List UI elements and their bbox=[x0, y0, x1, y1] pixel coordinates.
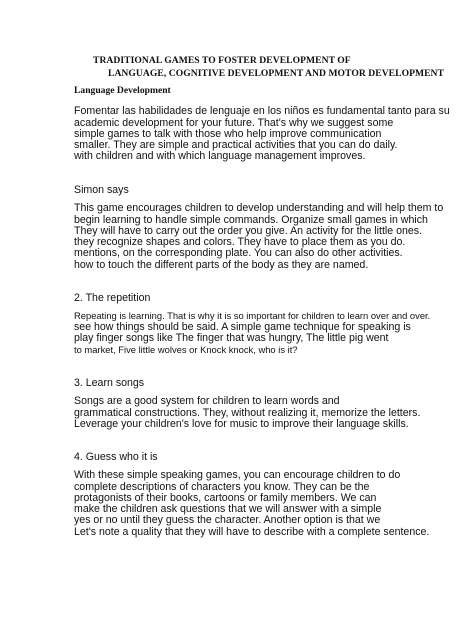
paragraph-line: mentions, on the corresponding plate. You can also do other activities. bbox=[74, 247, 403, 259]
paragraph-line: They will have to carry out the order you give. An activity for the little ones. bbox=[74, 225, 422, 237]
paragraph-line: begin learning to handle simple commands. Organize small games in which bbox=[74, 214, 428, 226]
section-heading-learn-songs: 3. Learn songs bbox=[74, 377, 145, 389]
intro-line: Fomentar las habilidades de lenguaje en los niños es fundamental tanto para su bbox=[74, 105, 450, 117]
paragraph-line: complete descriptions of characters you know. They can be the bbox=[74, 481, 370, 493]
paragraph-line: yes or no until they guess the character. Another option is that we bbox=[74, 514, 381, 526]
intro-line: academic development for your future. That's why we suggest some bbox=[74, 117, 394, 129]
paragraph-line: how to touch the different parts of the body as they are named. bbox=[74, 259, 369, 271]
paragraph-line: This game encourages children to develop understanding and will help them to bbox=[74, 202, 444, 214]
section-heading-language-development: Language Development bbox=[74, 85, 171, 96]
intro-line: with children and with which language management improves. bbox=[74, 150, 366, 162]
paragraph-line: Songs are a good system for children to learn words and bbox=[74, 395, 340, 407]
paragraph-line: grammatical constructions. They, without realizing it, memorize the letters. bbox=[74, 407, 421, 419]
paragraph-line: With these simple speaking games, you can encourage children to do bbox=[74, 469, 401, 481]
section-heading-guess-who: 4. Guess who it is bbox=[74, 451, 158, 463]
title-line-1: TRADITIONAL GAMES TO FOSTER DEVELOPMENT OF bbox=[93, 55, 351, 66]
paragraph-line: protagonists of their books, cartoons or family members. We can bbox=[74, 492, 377, 504]
section-heading-simon-says: Simon says bbox=[74, 184, 129, 196]
paragraph-line: see how things should be said. A simple game technique for speaking is bbox=[74, 321, 411, 333]
intro-line: simple games to talk with those who help improve communication bbox=[74, 128, 382, 140]
intro-line: smaller. They are simple and practical activities that you can do daily. bbox=[74, 139, 398, 151]
paragraph-line: Let's note a quality that they will have to describe with a complete sentence. bbox=[74, 526, 430, 538]
paragraph-line: Leverage your children's love for music to improve their language skills. bbox=[74, 418, 409, 430]
paragraph-line: make the children ask questions that we will answer with a simple bbox=[74, 503, 382, 515]
paragraph-line: Repeating is learning. That is why it is so important for children to learn over and over. bbox=[74, 310, 431, 321]
paragraph-line: play finger songs like The finger that was hungry, The little pig went bbox=[74, 332, 389, 344]
paragraph-line: they recognize shapes and colors. They have to place them as you do. bbox=[74, 236, 406, 248]
section-heading-repetition: 2. The repetition bbox=[74, 292, 151, 304]
paragraph-line: to market, Five little wolves or Knock knock, who is it? bbox=[74, 344, 298, 355]
title-line-2: LANGUAGE, COGNITIVE DEVELOPMENT AND MOTOR DEVELOPMENT bbox=[108, 68, 444, 79]
